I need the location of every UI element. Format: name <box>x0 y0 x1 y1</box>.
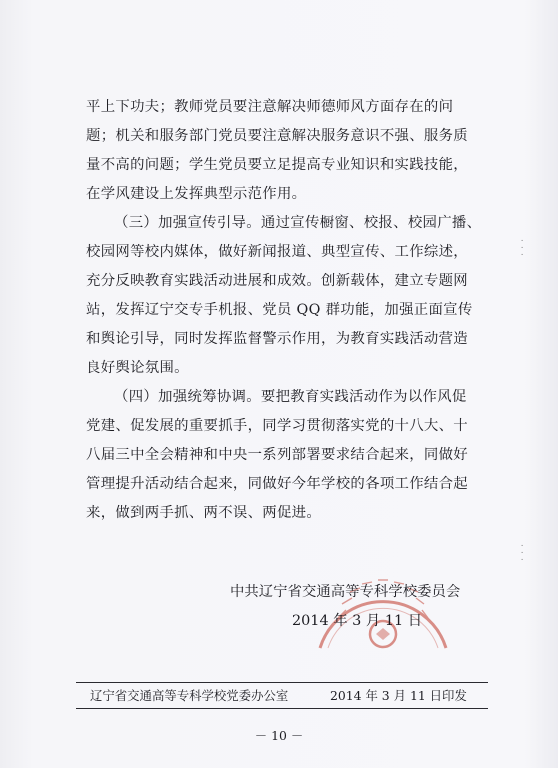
paragraph-heading-line: （三）加强宣传引导。通过宣传橱窗、校报、校园广播、 <box>114 215 482 231</box>
binding-mark: · · · <box>520 542 525 564</box>
binding-mark: · · · <box>520 237 525 259</box>
footer-top-rule <box>76 682 488 683</box>
official-seal <box>308 548 458 658</box>
page-number: － 10 － <box>254 728 304 743</box>
paragraph-line: 和舆论引导，同时发挥监督警示作用，为教育实践活动营造 <box>86 331 468 347</box>
paragraph-line: 题；机关和服务部门党员要注意解决服务意识不强、服务质 <box>86 128 468 144</box>
paragraph-line: 八届三中全会精神和中央一系列部署要求结合起来，同做好 <box>86 447 468 463</box>
paragraph-line: 量不高的问题；学生党员要立足提高专业知识和实践技能， <box>86 157 468 173</box>
issue-date: 2014 年 3 月 11 日 <box>292 613 423 629</box>
paragraph-line: 来，做到两手抓、两不误、两促进。 <box>86 505 322 521</box>
issuing-organization: 中共辽宁省交通高等专科学校委员会 <box>230 584 461 600</box>
footer-bottom-rule <box>76 708 488 709</box>
paragraph-line: 良好舆论氛围。 <box>86 360 189 376</box>
paragraph-heading-line: （四）加强统筹协调。要把教育实践活动作为以作风促 <box>114 389 467 405</box>
paragraph-line: 在学风建设上发挥典型示范作用。 <box>86 186 307 202</box>
footer-print-date: 2014 年 3 月 11 日印发 <box>330 688 467 703</box>
paragraph-line: 充分反映教育实践活动进展和成效。创新载体，建立专题网 <box>86 273 468 289</box>
footer-issuer: 辽宁省交通高等专科学校党委办公室 <box>90 688 289 703</box>
paragraph-line: 管理提升活动结合起来，同做好今年学校的各项工作结合起 <box>86 476 468 492</box>
paragraph-line: 校园网等校内媒体，做好新闻报道、典型宣传、工作综述， <box>86 244 468 260</box>
paragraph-line: 站，发挥辽宁交专手机报、党员 QQ 群功能，加强正面宣传 <box>86 302 473 318</box>
paragraph-line: 平上下功夫；教师党员要注意解决师德师风方面存在的问 <box>86 99 454 115</box>
paragraph-line: 党建、促发展的重要抓手，同学习贯彻落实党的十八大、十 <box>86 418 468 434</box>
